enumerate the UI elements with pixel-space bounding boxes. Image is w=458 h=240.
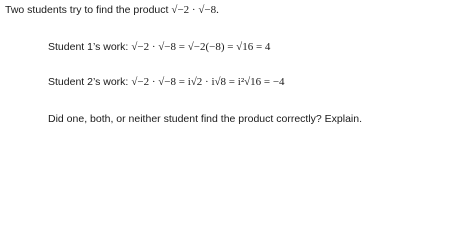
student-1-work: [48, 40, 270, 54]
student-2-steps: √−2 · √−8 = i√2 · i√8 = i²√16 = −4: [131, 76, 285, 88]
prompt-text: Two students try to find the product: [5, 4, 169, 16]
prompt-expression: √−2 · √−8.: [171, 4, 219, 16]
problem-prompt: [5, 3, 219, 17]
student-2-work: [48, 75, 285, 89]
problem-question: Did one, both, or neither student find the product correctly? Explain.: [48, 113, 363, 125]
student-2-label: Student 2’s work:: [48, 76, 129, 88]
student-1-label: Student 1’s work:: [48, 41, 129, 53]
student-1-steps: √−2 · √−8 = √−2(−8) = √16 = 4: [131, 41, 271, 53]
